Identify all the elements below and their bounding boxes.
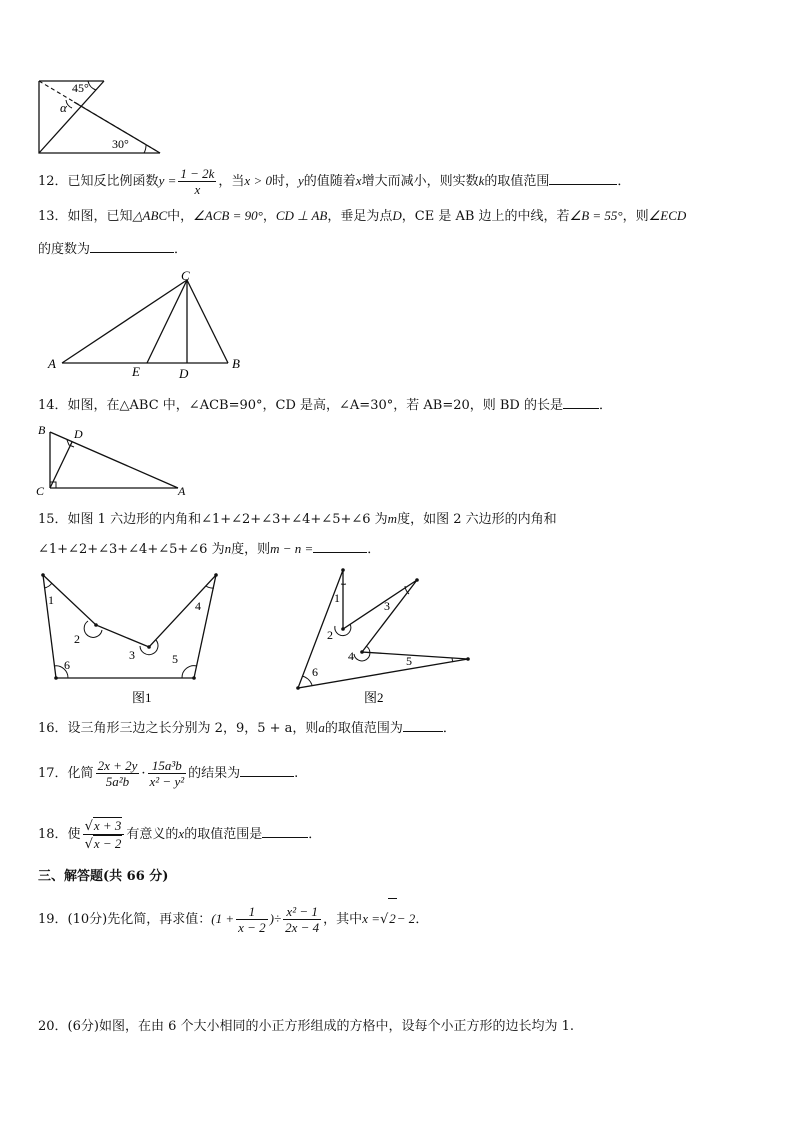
q18-number: 18．	[38, 827, 68, 842]
q17-fraction-1	[96, 758, 140, 789]
q12-mid2: 时，	[271, 174, 298, 189]
q19-end: ．	[415, 912, 429, 927]
q13-angle-ecd: ∠ECD	[648, 208, 687, 223]
question-15-line1	[38, 510, 557, 529]
q18-text3: 的取值范围是	[184, 827, 263, 842]
q15-number: 15．	[38, 512, 68, 527]
q19-fraction-2	[283, 904, 321, 935]
q17-text: 化简	[67, 766, 94, 781]
q13-answer-blank[interactable]	[90, 240, 174, 253]
question-19: 19．(10分)先化简，再求值：(1 + $\frac{1}{x - 2}$ )÷ $\frac{\text{x² − 1}}{2x - 4}$ ，其中x =√2− 2．	[38, 898, 428, 940]
fig1-angle-3: 3	[129, 648, 135, 662]
q12-prefix: 已知反比例函数	[67, 174, 159, 189]
q13-line2-text: 的度数为	[38, 242, 91, 257]
q18-fraction	[83, 817, 125, 852]
q18-end: ．	[308, 827, 322, 842]
q12-mid: ，当	[218, 174, 245, 189]
q19-score: (10分)	[67, 912, 108, 927]
q12-mid3: 的值随着	[303, 174, 356, 189]
q12-func-lhs: y =	[158, 173, 177, 188]
fig1-angle-2: 2	[74, 632, 80, 646]
q12-suffix: 的取值范围	[484, 174, 550, 189]
q14-text: 如图，在△ABC 中，∠ACB=90°，CD 是高，∠A=30°，若 AB=20，则 BD 的长是	[67, 398, 563, 413]
fig1-caption: 图1	[132, 690, 152, 705]
q13-number: 13．	[38, 209, 68, 224]
q17-f2-den: x² − y²	[149, 774, 185, 789]
question-14	[38, 396, 612, 415]
fig1-angle-4: 4	[195, 599, 201, 613]
q18-answer-blank[interactable]	[262, 825, 308, 838]
q17-dot: ·	[141, 766, 146, 781]
q14-label-b: B	[38, 423, 46, 437]
q16-var-a: a	[318, 720, 325, 735]
q16-end: ．	[442, 721, 456, 736]
q16-answer-blank[interactable]	[403, 719, 443, 732]
q16-number: 16．	[38, 721, 68, 736]
q14-label-a: A	[178, 484, 186, 498]
q18-frac-den: √x − 2	[84, 836, 122, 852]
question-15-line2	[38, 540, 380, 559]
q20-text: 如图，在由 6 个大小相同的小正方形组成的方格中，设每个小正方形的边长均为 1.	[98, 1019, 575, 1034]
q16-text: 设三角形三边之长分别为 2，9，5 + a，则	[67, 721, 319, 736]
q14-label-c: C	[36, 484, 45, 498]
q13-label-c: C	[181, 270, 190, 283]
q13-text2: 中，	[167, 209, 194, 224]
q18-var-x: x	[178, 826, 185, 841]
q13-perp: CD ⊥ AB	[275, 208, 328, 223]
q13-triangle: △ABC	[132, 208, 168, 223]
fig2-angle-6: 6	[312, 665, 318, 679]
q18-den-radicand: x − 2	[93, 836, 122, 851]
q19-open: (1 +	[211, 911, 235, 926]
q19-tail: − 2	[396, 911, 416, 926]
q16-text2: 的取值范围为	[324, 721, 403, 736]
q13-label-a: A	[48, 356, 56, 371]
q13-label-e: E	[132, 364, 140, 379]
question-13-line2	[38, 240, 187, 259]
q12-frac-den: x	[194, 182, 201, 197]
q13-sep: ，	[262, 209, 276, 224]
q13-point-d: D	[392, 208, 402, 223]
q19-xeq: x =	[362, 911, 380, 926]
q13-text1: 如图，已知	[67, 209, 133, 224]
fig2-angle-5: 5	[406, 654, 412, 668]
fig1-angle-6: 6	[64, 658, 70, 672]
q14-answer-blank[interactable]	[563, 396, 599, 409]
question-17	[38, 756, 298, 792]
q12-end: ．	[617, 174, 631, 189]
q19-f2-den: 2x − 4	[285, 920, 320, 935]
q19-fraction-1	[236, 904, 268, 935]
q17-f1-num: 2x + 2y	[97, 758, 138, 773]
q14-triangle-figure	[34, 422, 194, 498]
q17-answer-blank[interactable]	[240, 764, 294, 777]
q15-var-m: m	[387, 511, 398, 526]
q15-figure-2	[292, 564, 482, 710]
q15-answer-blank[interactable]	[313, 540, 367, 553]
fig2-caption: 图2	[364, 690, 384, 705]
q15-line1b: 度，如图 2 六边形的内角和	[397, 512, 557, 527]
q15-line1a: 如图 1 六边形的内角和∠1+∠2+∠3+∠4+∠5+∠6 为	[67, 512, 388, 527]
q13-text3: ，垂足为点	[327, 209, 393, 224]
q18-text: 使	[67, 827, 81, 842]
q13-triangle-figure	[44, 270, 254, 382]
question-13-line1	[38, 207, 686, 226]
angle-30-label: 30°	[112, 137, 129, 151]
q19-number: 19．	[38, 912, 68, 927]
question-16	[38, 719, 456, 738]
q19-f1-num: 1	[236, 904, 268, 920]
q18-num-radicand: x + 3	[93, 818, 122, 833]
q17-fraction-2	[148, 758, 187, 789]
angle-45-label: 45°	[72, 81, 89, 95]
angle-alpha-label: α	[60, 100, 67, 115]
q13-angle-acb: ∠ACB = 90°	[193, 208, 263, 223]
q17-number: 17．	[38, 766, 68, 781]
q15-line2b: 度，则	[231, 542, 271, 557]
q13-label-d: D	[179, 366, 189, 381]
q14-label-d: D	[74, 427, 83, 441]
q17-f1-den: 5a²b	[105, 774, 130, 789]
q12-var-k: k	[478, 173, 485, 188]
q17-end: .	[294, 766, 299, 781]
question-18	[38, 814, 321, 855]
q19-close: )÷	[269, 911, 282, 926]
q17-text2: 的结果为	[188, 766, 241, 781]
q15-end: ．	[367, 542, 381, 557]
q12-mid4: 增大而减小，则实数	[361, 174, 479, 189]
q19-text: 先化简，再求值：	[107, 912, 212, 927]
q12-fraction	[178, 166, 216, 197]
q13-text4: ，CE 是 AB 边上的中线，若	[401, 209, 570, 224]
fig2-angle-3: 3	[384, 599, 390, 613]
q19-f2-num: x² − 1	[283, 904, 321, 920]
q12-number: 12．	[38, 174, 68, 189]
q15-expr: m − n =	[270, 541, 314, 556]
q17-f2-num: 15a³b	[148, 758, 187, 774]
q18-frac-num: √x + 3	[83, 817, 125, 835]
fig2-angle-2: 2	[327, 628, 333, 642]
q12-var-x: x	[355, 173, 362, 188]
q15-var-n: n	[224, 541, 232, 556]
fig2-angle-4: 4	[348, 649, 354, 663]
q18-text2: 有意义的	[126, 827, 179, 842]
q12-var-y: y	[297, 173, 304, 188]
question-12	[38, 166, 630, 197]
q12-answer-blank[interactable]	[549, 172, 617, 185]
section-3-title: 三、解答题(共 66 分)	[38, 869, 169, 884]
fig1-angle-5: 5	[172, 652, 178, 666]
q19-radicand: 2	[388, 898, 397, 939]
q19-f1-den: x − 2	[238, 920, 266, 935]
fig1-angle-1: 1	[48, 593, 54, 607]
question-20	[38, 1018, 574, 1036]
q14-number: 14．	[38, 398, 68, 413]
top-triangle-figure	[36, 78, 166, 158]
q20-number: 20．	[38, 1019, 68, 1034]
q13-label-b: B	[232, 356, 240, 371]
fig2-angle-1: 1	[334, 591, 340, 605]
q15-line2a: ∠1+∠2+∠3+∠4+∠5+∠6 为	[38, 542, 225, 557]
q20-score: (6分)	[67, 1019, 99, 1034]
q15-figure-1	[36, 568, 226, 708]
q19-text2: ，其中	[323, 912, 363, 927]
q14-end: ．	[599, 398, 613, 413]
q12-frac-num: 1 − 2k	[180, 166, 215, 181]
q12-cond: x > 0	[244, 173, 272, 188]
q13-end: ．	[174, 242, 188, 257]
q13-angle-b: ∠B = 55°	[569, 208, 623, 223]
q13-text5: ，则	[622, 209, 649, 224]
